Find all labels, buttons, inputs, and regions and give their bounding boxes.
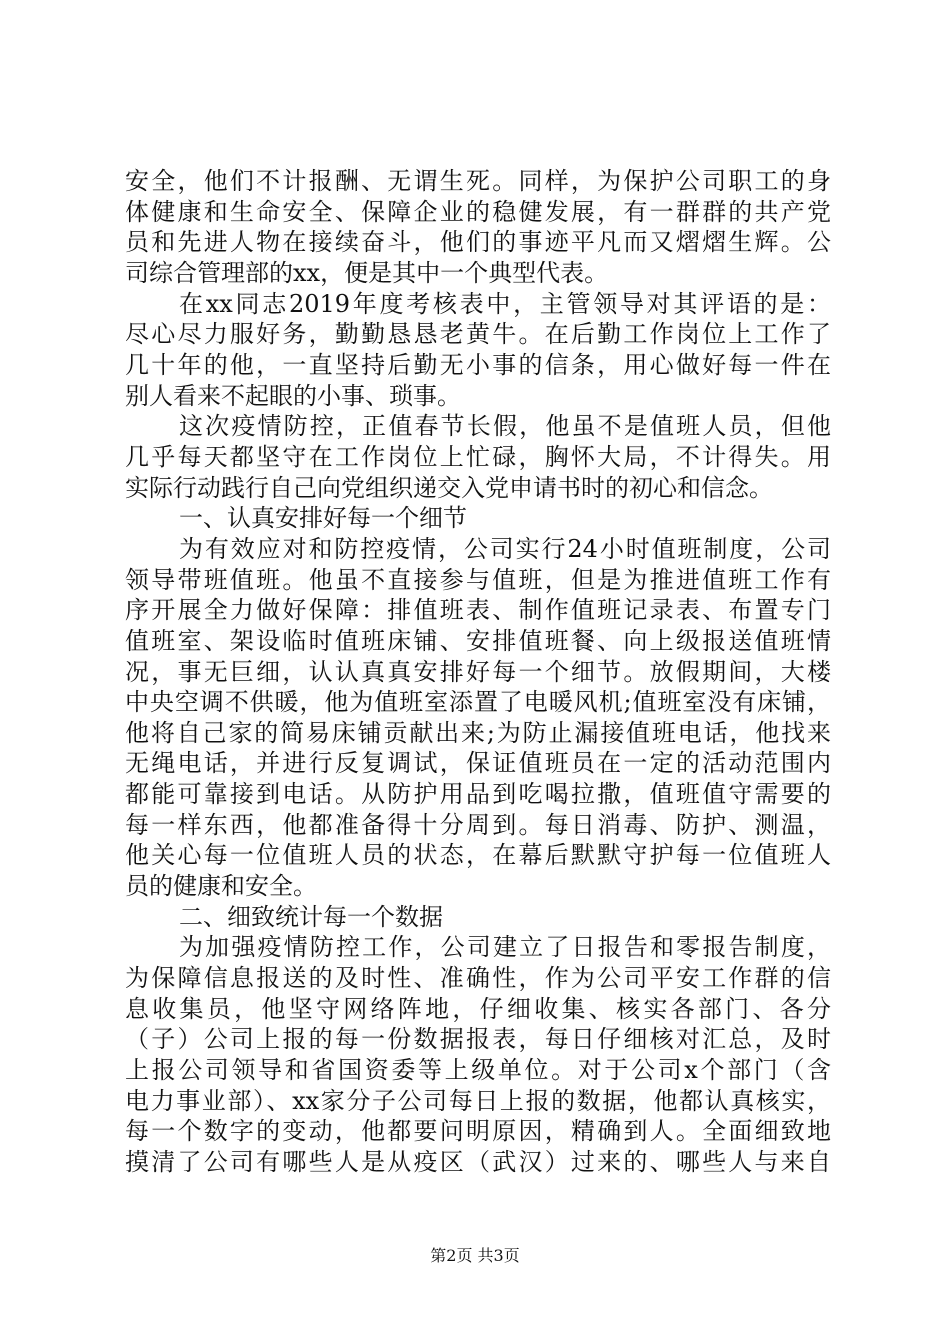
paragraph: [125, 534, 831, 902]
section-heading: [125, 902, 831, 933]
text-line: 中央空调不供暖，他为值班室添置了电暖风机;值班室没有床铺，: [125, 688, 831, 717]
text-line: 这次疫情防控，正值春节长假，他虽不是值班人员，但他: [179, 412, 831, 441]
text-line: 序开展全力做好保障：排值班表、制作值班记录表、布置专门: [125, 596, 831, 625]
text-line: 每一样东西，他都准备得十分周到。每日消毒、防护、测温，: [125, 810, 831, 839]
text-line: 几乎每天都坚守在工作岗位上忙碌，胸怀大局，不计得失。用: [125, 442, 831, 471]
text-line: 实际行动践行自己向党组织递交入党申请书时的初心和信念。: [125, 473, 773, 502]
text-line: 无绳电话，并进行反复调试，保证值班员在一定的活动范围内: [125, 749, 831, 778]
text-line: 为加强疫情防控工作，公司建立了日报告和零报告制度，: [179, 933, 831, 962]
text-line: 电力事业部）、xx家分子公司每日上报的数据，他都认真核实，: [125, 1086, 831, 1115]
text-line: 都能可靠接到电话。从防护用品到吃喝拉撒，值班值守需要的: [125, 780, 831, 809]
paragraph: [125, 932, 831, 1177]
text-line: 几十年的他，一直坚持后勤无小事的信条，用心做好每一件在: [125, 350, 831, 379]
text-line: 安全，他们不计报酬、无谓生死。同样，为保护公司职工的身: [125, 167, 831, 195]
page-footer: 第2页 共3页: [430, 1246, 520, 1265]
text-line: 领导带班值班。他虽不直接参与值班，但是为推进值班工作有: [125, 565, 831, 594]
text-line: 值班室、架设临时值班床铺、安排值班餐、向上级报送值班情: [125, 626, 831, 655]
text-line: 员和先进人物在接续奋斗，他们的事迹平凡而又熠熠生辉。公: [125, 228, 831, 257]
text-line: 别人看来不起眼的小事、琐事。: [125, 381, 461, 410]
text-line: 体健康和生命安全、保障企业的稳健发展，有一群群的共产党: [125, 197, 831, 226]
text-line: 他将自己家的简易床铺贡献出来;为防止漏接值班电话，他找来: [125, 718, 831, 747]
text-line: 况，事无巨细，认认真真安排好每一个细节。放假期间，大楼: [125, 657, 831, 686]
text-line: 为有效应对和防控疫情，公司实行24小时值班制度，公司: [179, 534, 831, 563]
paragraph: [125, 289, 831, 412]
text-line: 上报公司领导和省国资委等上级单位。对于公司x个部门（含: [125, 1056, 831, 1085]
document-body: [125, 166, 831, 1178]
section-heading: [125, 503, 831, 534]
paragraph: [125, 166, 831, 289]
text-line: 一、认真安排好每一个细节: [179, 504, 467, 533]
text-line: 二、细致统计每一个数据: [179, 902, 443, 931]
text-line: （子）公司上报的每一份数据报表，每日仔细核对汇总，及时: [125, 1025, 831, 1054]
text-line: 摸清了公司有哪些人是从疫区（武汉）过来的、哪些人与来自: [125, 1148, 831, 1176]
text-line: 他关心每一位值班人员的状态，在幕后默默守护每一位值班人: [125, 841, 831, 870]
paragraph: [125, 411, 831, 503]
text-line: 在xx同志2019年度考核表中，主管领导对其评语的是：: [179, 289, 831, 318]
text-line: 司综合管理部的xx，便是其中一个典型代表。: [125, 258, 609, 287]
text-line: 每一个数字的变动，他都要问明原因，精确到人。全面细致地: [125, 1117, 831, 1146]
text-line: 员的健康和安全。: [125, 872, 317, 901]
text-line: 息收集员，他坚守网络阵地，仔细收集、核实各部门、各分: [125, 994, 831, 1023]
text-line: 为保障信息报送的及时性、准确性，作为公司平安工作群的信: [125, 964, 831, 993]
text-line: 尽心尽力服好务，勤勤恳恳老黄牛。在后勤工作岗位上工作了: [125, 320, 831, 349]
